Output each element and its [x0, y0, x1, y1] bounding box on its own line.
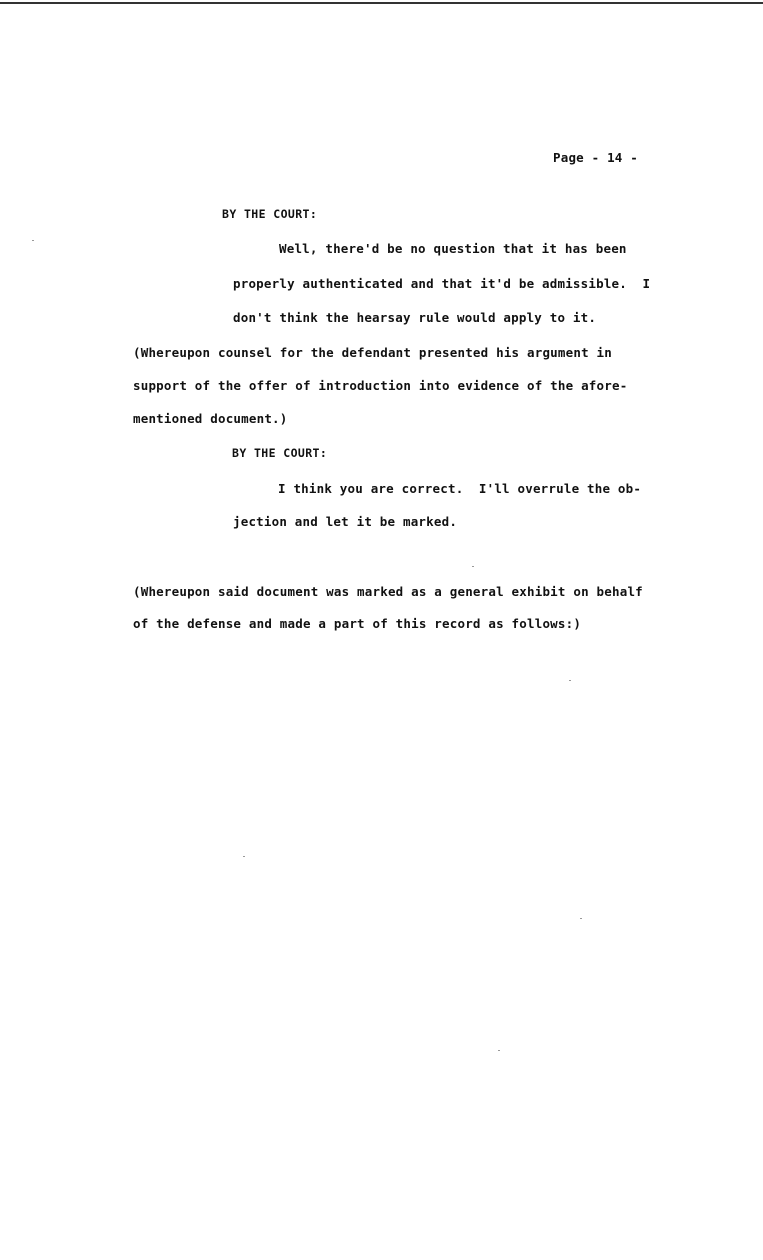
scan-speck [243, 856, 245, 857]
parenthetical-line: of the defense and made a part of this record as follows:) [133, 616, 582, 631]
scan-speck [498, 1050, 500, 1051]
page-number: Page - 14 - [553, 150, 638, 165]
parenthetical-line: (Whereupon counsel for the defendant presented his argument in [133, 345, 612, 360]
speaker-label: BY THE COURT: [222, 207, 318, 221]
statement-line: properly authenticated and that it'd be admissible. I [233, 276, 651, 291]
parenthetical-line: (Whereupon said document was marked as a general exhibit on behalf [133, 584, 643, 599]
statement-line: I think you are correct. I'll overrule the ob- [278, 481, 642, 496]
top-rule [0, 2, 763, 4]
speaker-label: BY THE COURT: [232, 446, 328, 460]
statement-line: don't think the hearsay rule would apply to it. [233, 310, 597, 325]
statement-line: jection and let it be marked. [233, 514, 458, 529]
parenthetical-line: mentioned document.) [133, 411, 288, 426]
statement-line: Well, there'd be no question that it has been [279, 241, 627, 256]
scan-speck [580, 918, 582, 919]
scan-speck [32, 240, 34, 241]
parenthetical-line: support of the offer of introduction into evidence of the afore- [133, 378, 628, 393]
scan-speck [472, 566, 474, 567]
scan-speck [569, 680, 571, 681]
